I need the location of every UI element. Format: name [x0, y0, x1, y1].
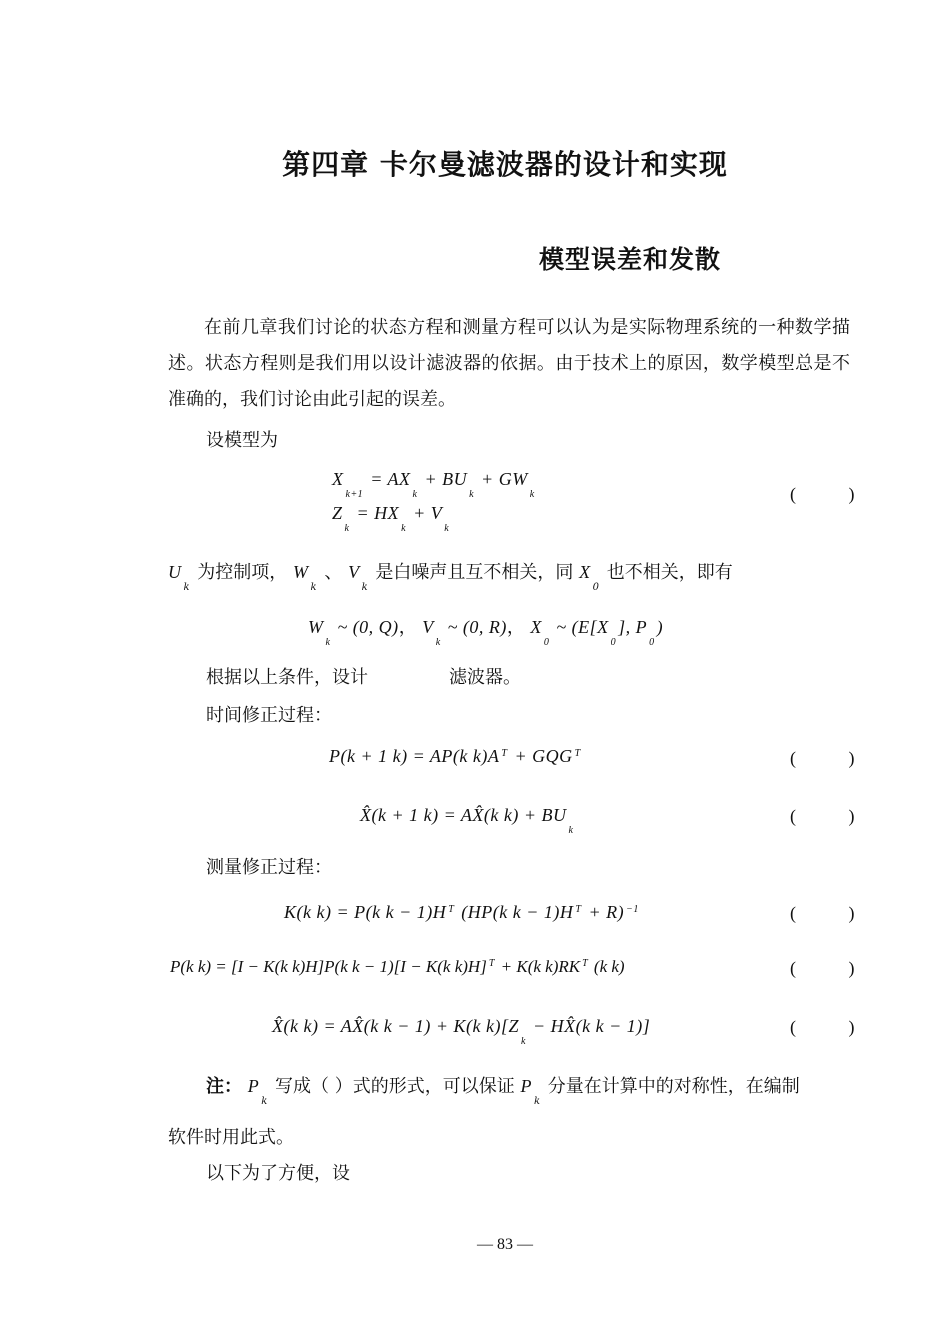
- equation-time-update-state: X̂(k + 1 k) = AX̂(k $k) + BU_k$: [360, 805, 574, 836]
- noise-distributions: $W_k$ ~ (0, Q)， $V_k$ ~ (0, R)， $X_0$ ~ ($E[X_0]$, $P_0$): [308, 617, 664, 648]
- chapter-title: 第四章 卡尔曼滤波器的设计和实现: [282, 148, 728, 181]
- note-line: 注： $P_k$ 写成（ ）式的形式，可以保证 $P_k$ 分量在计算中的对称性，在编制: [206, 1076, 800, 1107]
- equation-number: ( ): [790, 958, 879, 978]
- equation-number: ( ): [790, 748, 879, 768]
- equation-state: $X_{k+1} = AX_k + BU_k + GW_k$: [332, 469, 535, 500]
- equation-number: ( ): [790, 484, 879, 504]
- section-title: 模型误差和发散: [539, 245, 722, 274]
- equation-number: ( ): [790, 806, 879, 826]
- equation-covariance-update: P(k k) = [I − K(k k)H]P(k k − 1)[I − K(k k)H] $^T$ + K(k k)RK $^T$ (k k): [170, 957, 625, 976]
- measurement-update-label: 测量修正过程：: [206, 857, 332, 878]
- condition-line-b: 滤波器。: [449, 667, 521, 688]
- equation-time-update-covariance: P(k + 1 k) = AP(k k)A $^T$ + GQG $^T$: [329, 746, 581, 766]
- equation-state-update: X̂(k k) = AX̂(k k − 1) + K(k $k)[Z_k$ − HX̂(k k − 1)]: [272, 1016, 651, 1047]
- condition-line-a: 根据以上条件，设计: [206, 667, 368, 688]
- equation-number: ( ): [790, 1017, 879, 1037]
- equation-number: ( ): [790, 903, 879, 923]
- equation-kalman-gain: K(k k) = P(k k − 1)H $^T$ (HP(k k − 1)H $^T$ + R) $^{-1}$: [284, 902, 639, 922]
- note-line-2: 软件时用此式。: [168, 1127, 294, 1148]
- model-intro: 设模型为: [206, 430, 278, 451]
- page-number: — 83 —: [477, 1236, 533, 1253]
- noise-description: $U_k$ 为控制项， $W_k$ 、 $V_k$ 是白噪声且互不相关，同 $X_0$ 也不相关，即有: [168, 562, 733, 593]
- intro-paragraph: 在前几章我们讨论的状态方程和测量方程可以认为是实际物理系统的一种数学描述。状态方程则是我们用以设计滤波器的依据。由于技术上的原因，数学模型总是不准确的，我们讨论由此引起的误差。: [168, 317, 850, 410]
- equation-measurement: $Z_k = HX_k + V_k$: [332, 503, 450, 534]
- closing-line: 以下为了方便，设: [206, 1163, 350, 1184]
- time-update-label: 时间修正过程：: [206, 705, 332, 726]
